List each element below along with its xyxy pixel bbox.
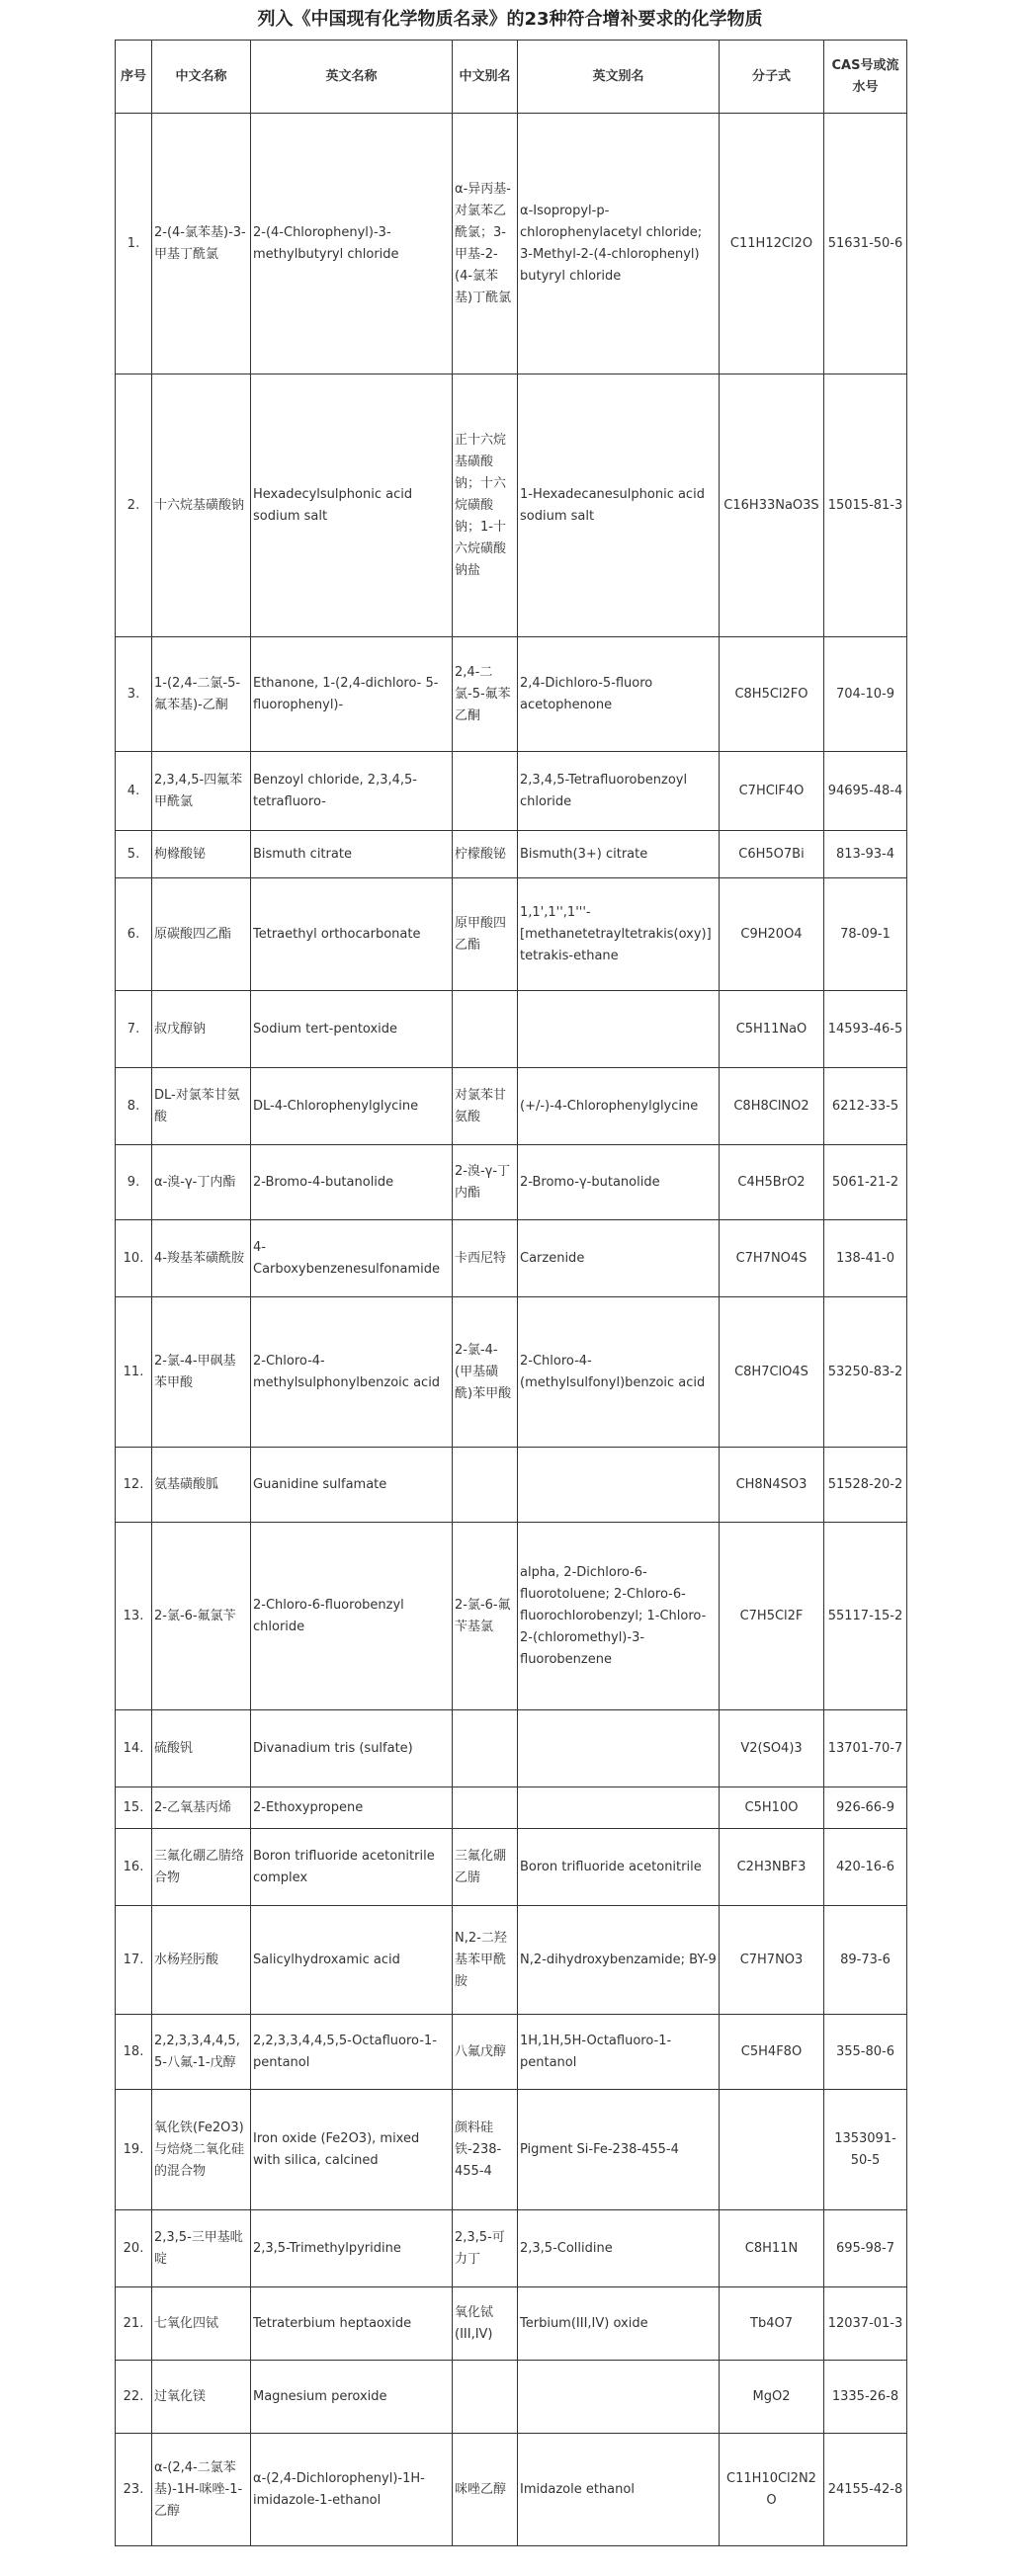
row-formula: C11H10Cl2N2O [720,2434,824,2546]
row-formula: C8H8ClNO2 [720,1068,824,1145]
row-en-name: 2-Ethoxypropene [251,1787,453,1829]
table-row [116,991,907,1068]
row-formula: CH8N4SO3 [720,1448,824,1523]
table-row [116,752,907,831]
row-formula: C4H5BrO2 [720,1145,824,1220]
table-row [116,1787,907,1829]
row-formula: C2H3NBF3 [720,1829,824,1906]
row-en-alias: Boron trifluoride acetonitrile [518,1829,720,1906]
row-cas: 6212-33-5 [824,1068,907,1145]
row-formula: C5H10O [720,1787,824,1829]
table-row [116,1829,907,1906]
row-cn-alias [453,991,518,1068]
row-index: 10. [116,1220,152,1297]
row-formula: C11H12Cl2O [720,114,824,374]
row-cas: 704-10-9 [824,637,907,752]
row-index: 2. [116,374,152,637]
row-en-alias: 2,4-Dichloro-5-fluoro acetophenone [518,637,720,752]
row-en-alias [518,2361,720,2434]
row-index: 13. [116,1523,152,1710]
table-row [116,878,907,991]
row-cn-alias: 咪唑乙醇 [453,2434,518,2546]
row-en-alias: 2,3,5-Collidine [518,2210,720,2287]
chemical-table [115,40,907,2546]
row-en-alias: 2,3,4,5-Tetrafluorobenzoyl chloride [518,752,720,831]
row-cn-name: α-(2,4-二氯苯基)-1H-咪唑-1-乙醇 [152,2434,251,2546]
row-cn-alias: 八氟戊醇 [453,2015,518,2090]
row-formula: C8H7ClO4S [720,1297,824,1448]
row-cas: 78-09-1 [824,878,907,991]
row-index: 17. [116,1906,152,2015]
row-en-name: Salicylhydroxamic acid [251,1906,453,2015]
row-cn-alias: 三氟化硼乙腈 [453,1829,518,1906]
row-cn-name: 氨基磺酸胍 [152,1448,251,1523]
row-en-alias [518,1448,720,1523]
row-en-name: 4-Carboxybenzenesulfonamide [251,1220,453,1297]
row-cn-name: 七氧化四铽 [152,2287,251,2361]
row-en-name: Sodium tert-pentoxide [251,991,453,1068]
row-cn-alias: 对氯苯甘氨酸 [453,1068,518,1145]
row-en-alias: 1-Hexadecanesulphonic acid sodium salt [518,374,720,637]
row-cn-name: 2,2,3,3,4,4,5,5-八氟-1-戊醇 [152,2015,251,2090]
row-en-alias: Pigment Si-Fe-238-455-4 [518,2090,720,2210]
row-cas: 1335-26-8 [824,2361,907,2434]
row-index: 8. [116,1068,152,1145]
table-row [116,1448,907,1523]
row-cn-alias: α-异丙基-对氯苯乙酰氯；3-甲基-2-(4-氯苯基)丁酰氯 [453,114,518,374]
header-cas: CAS号或流水号 [824,41,907,114]
row-cn-name: 叔戊醇钠 [152,991,251,1068]
row-en-alias: Bismuth(3+) citrate [518,831,720,878]
row-cn-name: 原碳酸四乙酯 [152,878,251,991]
row-cas: 138-41-0 [824,1220,907,1297]
row-cas: 355-80-6 [824,2015,907,2090]
row-formula: C7H7NO4S [720,1220,824,1297]
row-cas: 13701-70-7 [824,1710,907,1787]
row-formula: C5H11NaO [720,991,824,1068]
row-cn-name: 三氟化硼乙腈络合物 [152,1829,251,1906]
row-en-alias: N,2-dihydroxybenzamide; BY-9 [518,1906,720,2015]
header-en-alias: 英文别名 [518,41,720,114]
row-cn-name: 4-羧基苯磺酰胺 [152,1220,251,1297]
row-formula: C7H5Cl2F [720,1523,824,1710]
row-cn-alias: 柠檬酸铋 [453,831,518,878]
row-cas: 926-66-9 [824,1787,907,1829]
row-cn-name: 氧化铁(Fe2O3)与焙烧二氧化硅的混合物 [152,2090,251,2210]
row-cn-name: 2-氯-4-甲砜基苯甲酸 [152,1297,251,1448]
row-cn-name: 2,3,4,5-四氟苯甲酰氯 [152,752,251,831]
row-cn-name: 2,3,5-三甲基吡啶 [152,2210,251,2287]
row-en-name: 2-Chloro-4-methylsulphonylbenzoic acid [251,1297,453,1448]
row-index: 5. [116,831,152,878]
row-cas: 53250-83-2 [824,1297,907,1448]
table-row [116,831,907,878]
table-header-row [116,41,907,114]
row-cas: 420-16-6 [824,1829,907,1906]
row-cn-alias: 卡西尼特 [453,1220,518,1297]
row-cas: 51528-20-2 [824,1448,907,1523]
row-formula: C8H5Cl2FO [720,637,824,752]
row-cn-alias [453,1448,518,1523]
row-en-name: Ethanone, 1-(2,4-dichloro- 5-fluorophenyl)- [251,637,453,752]
row-index: 18. [116,2015,152,2090]
row-cas: 55117-15-2 [824,1523,907,1710]
row-cn-alias: 颜料硅铁-238-455-4 [453,2090,518,2210]
row-index: 23. [116,2434,152,2546]
page-title: 列入《中国现有化学物质名录》的23种符合增补要求的化学物质 [257,9,763,30]
row-cn-alias [453,1787,518,1829]
row-index: 22. [116,2361,152,2434]
row-cas: 15015-81-3 [824,374,907,637]
row-formula: C9H20O4 [720,878,824,991]
row-cn-name: 水杨羟肟酸 [152,1906,251,2015]
row-en-name: Magnesium peroxide [251,2361,453,2434]
row-cas: 51631-50-6 [824,114,907,374]
table-row [116,1297,907,1448]
row-en-alias: Terbium(III,IV) oxide [518,2287,720,2361]
row-index: 19. [116,2090,152,2210]
row-cn-alias [453,2361,518,2434]
row-en-alias: 2-Bromo-γ-butanolide [518,1145,720,1220]
row-cas: 94695-48-4 [824,752,907,831]
table-row [116,2434,907,2546]
row-formula: C5H4F8O [720,2015,824,2090]
row-en-alias: α-Isopropyl-p-chlorophenylacetyl chloride; 3-Methyl-2-(4-chlorophenyl) butyryl chloride [518,114,720,374]
row-cas: 14593-46-5 [824,991,907,1068]
row-en-name: α-(2,4-Dichlorophenyl)-1H-imidazole-1-ethanol [251,2434,453,2546]
table-row [116,1523,907,1710]
row-en-alias: (+/-)-4-Chlorophenylglycine [518,1068,720,1145]
row-cn-alias: N,2-二羟基苯甲酰胺 [453,1906,518,2015]
row-en-name: 2-Bromo-4-butanolide [251,1145,453,1220]
row-en-name: Hexadecylsulphonic acid sodium salt [251,374,453,637]
row-cn-name: 2-乙氧基丙烯 [152,1787,251,1829]
row-cn-alias: 原甲酸四乙酯 [453,878,518,991]
row-en-alias: Carzenide [518,1220,720,1297]
table-row [116,2287,907,2361]
row-cn-alias: 正十六烷基磺酸钠；十六烷磺酸钠；1-十六烷磺酸钠盐 [453,374,518,637]
row-en-name: 2-(4-Chlorophenyl)-3-methylbutyryl chloride [251,114,453,374]
row-index: 16. [116,1829,152,1906]
row-en-name: Tetraterbium heptaoxide [251,2287,453,2361]
row-cas: 695-98-7 [824,2210,907,2287]
row-formula: V2(SO4)3 [720,1710,824,1787]
row-index: 11. [116,1297,152,1448]
row-en-alias: 1H,1H,5H-Octafluoro-1-pentanol [518,2015,720,2090]
row-formula: Tb4O7 [720,2287,824,2361]
row-en-alias: 1,1',1'',1'''-[methanetetrayltetrakis(oxy)] tetrakis-ethane [518,878,720,991]
row-cn-name: DL-对氯苯甘氨酸 [152,1068,251,1145]
row-en-name: 2,3,5-Trimethylpyridine [251,2210,453,2287]
header-cn-alias: 中文别名 [453,41,518,114]
row-en-name: Tetraethyl orthocarbonate [251,878,453,991]
table-row [116,2015,907,2090]
row-cas: 1353091-50-5 [824,2090,907,2210]
row-cn-alias: 2-氯-4-(甲基磺酰)苯甲酸 [453,1297,518,1448]
row-cn-name: α-溴-γ-丁内酯 [152,1145,251,1220]
row-en-alias: Imidazole ethanol [518,2434,720,2546]
row-index: 1. [116,114,152,374]
row-en-alias: 2-Chloro-4-(methylsulfonyl)benzoic acid [518,1297,720,1448]
row-formula: C7H7NO3 [720,1906,824,2015]
row-cas: 813-93-4 [824,831,907,878]
row-cas: 24155-42-8 [824,2434,907,2546]
table-row [116,2090,907,2210]
row-en-alias [518,991,720,1068]
row-index: 12. [116,1448,152,1523]
row-index: 21. [116,2287,152,2361]
row-cn-alias: 氧化铽(III,IV) [453,2287,518,2361]
row-en-alias: alpha, 2-Dichloro-6-fluorotoluene; 2-Chloro-6-fluorochlorobenzyl; 1-Chloro-2-(chloromethyl)-3-fluorobenzene [518,1523,720,1710]
row-en-alias [518,1787,720,1829]
row-en-name: Benzoyl chloride, 2,3,4,5-tetrafluoro- [251,752,453,831]
table-row [116,1220,907,1297]
row-formula: C8H11N [720,2210,824,2287]
row-formula: C6H5O7Bi [720,831,824,878]
table-row [116,374,907,637]
row-cn-alias [453,1710,518,1787]
header-en-name: 英文名称 [251,41,453,114]
row-cn-name: 2-氯-6-氟氯苄 [152,1523,251,1710]
header-formula: 分子式 [720,41,824,114]
row-index: 9. [116,1145,152,1220]
row-en-name: DL-4-Chlorophenylglycine [251,1068,453,1145]
row-formula: C16H33NaO3S [720,374,824,637]
row-en-name: Bismuth citrate [251,831,453,878]
row-index: 20. [116,2210,152,2287]
row-en-name: Iron oxide (Fe2O3), mixed with silica, calcined [251,2090,453,2210]
row-en-name: 2-Chloro-6-fluorobenzyl chloride [251,1523,453,1710]
header-index: 序号 [116,41,152,114]
row-cn-alias: 2,3,5-可力丁 [453,2210,518,2287]
row-formula [720,2090,824,2210]
row-cas: 5061-21-2 [824,1145,907,1220]
row-cas: 89-73-6 [824,1906,907,2015]
table-row [116,1068,907,1145]
table-row [116,2210,907,2287]
table-row [116,114,907,374]
row-index: 15. [116,1787,152,1829]
row-en-name: 2,2,3,3,4,4,5,5-Octafluoro-1-pentanol [251,2015,453,2090]
row-cn-name: 1-(2,4-二氯-5-氟苯基)-乙酮 [152,637,251,752]
row-cn-alias: 2-溴-γ-丁内酯 [453,1145,518,1220]
row-index: 4. [116,752,152,831]
table-row [116,637,907,752]
row-cn-name: 十六烷基磺酸钠 [152,374,251,637]
row-cn-name: 硫酸钒 [152,1710,251,1787]
row-index: 3. [116,637,152,752]
row-index: 14. [116,1710,152,1787]
row-en-alias [518,1710,720,1787]
header-cn-name: 中文名称 [152,41,251,114]
table-row [116,1710,907,1787]
row-formula: MgO2 [720,2361,824,2434]
row-formula: C7HClF4O [720,752,824,831]
row-index: 6. [116,878,152,991]
row-cn-alias: 2-氯-6-氟苄基氯 [453,1523,518,1710]
row-en-name: Boron trifluoride acetonitrile complex [251,1829,453,1906]
row-cn-alias: 2,4-二氯-5-氟苯乙酮 [453,637,518,752]
row-cas: 12037-01-3 [824,2287,907,2361]
table-row [116,1906,907,2015]
row-cn-name: 2-(4-氯苯基)-3-甲基丁酰氯 [152,114,251,374]
table-row [116,1145,907,1220]
row-en-name: Divanadium tris (sulfate) [251,1710,453,1787]
table-row [116,2361,907,2434]
row-cn-name: 枸橼酸铋 [152,831,251,878]
row-index: 7. [116,991,152,1068]
row-cn-name: 过氧化镁 [152,2361,251,2434]
row-en-name: Guanidine sulfamate [251,1448,453,1523]
row-cn-alias [453,752,518,831]
